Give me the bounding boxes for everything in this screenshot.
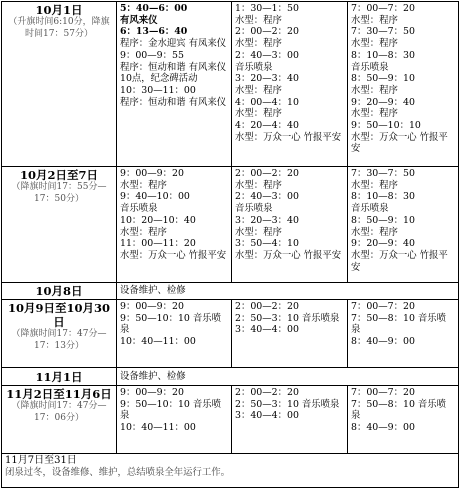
schedule-line: 水型：程序: [235, 179, 282, 191]
schedule-line: 水型：程序: [351, 226, 398, 238]
schedule-line: 2：50—3：10 音乐喷泉: [235, 312, 340, 324]
schedule-line: 水型：程序: [235, 14, 282, 26]
evening-cell: [348, 386, 459, 454]
maintenance-cell: 设备维护、检修: [117, 368, 459, 386]
schedule-line: 9：20—9：40: [351, 96, 415, 108]
schedule-line: 3：40—4：00: [235, 410, 299, 422]
schedule-line: 有风来仪: [120, 14, 158, 26]
date-note: （升旗时间6:10分，降旗时间17：57分）: [8, 17, 110, 39]
schedule-line: 水型：程序: [235, 226, 282, 238]
schedule-line: 水型：程序: [351, 38, 398, 50]
afternoon-cell: [232, 300, 348, 368]
schedule-line: 4：20—4：40: [235, 120, 299, 132]
schedule-line: 2：00—2：20: [235, 26, 299, 38]
date-title: 10月1日: [35, 3, 83, 17]
schedule-line: 7：00—7：20: [351, 301, 415, 312]
evening-cell: [348, 167, 459, 283]
schedule-line: 音乐喷泉: [120, 203, 158, 215]
date-cell: [2, 368, 117, 386]
schedule-line: 9：50—10：10: [351, 120, 421, 132]
schedule-line: 水型：万众一心 竹报平安: [120, 249, 227, 261]
winter-closure-cell: [2, 454, 459, 488]
schedule-line: 水型：程序: [120, 179, 167, 191]
date-title: 11月1日: [35, 369, 83, 384]
fountain-schedule-table: [1, 1, 459, 488]
schedule-line: 3：20—3：40: [235, 214, 299, 226]
schedule-line: 音乐喷泉: [235, 61, 273, 73]
date-cell: [2, 2, 117, 167]
afternoon-cell: [232, 386, 348, 454]
date-cell: [2, 283, 117, 300]
schedule-line: 程序：恒动和谐 有风来仪: [120, 61, 227, 73]
schedule-line: 9：20—9：40: [351, 238, 415, 250]
date-note: （降旗时间17：47分—17：06分）: [11, 401, 107, 423]
schedule-line: 水型：程序: [351, 14, 398, 26]
schedule-line: 2：50—3：10 音乐喷泉: [235, 398, 340, 410]
schedule-line: 水型：万众一心 竹报平安: [351, 131, 448, 155]
schedule-line: 4：00—4：10: [235, 96, 299, 108]
schedule-row-nov-7-31: [2, 454, 459, 488]
date-title: 10月9日至10月30日: [7, 301, 110, 329]
schedule-line: 水型：程序: [351, 84, 398, 96]
schedule-line: 水型：程序: [235, 108, 282, 120]
schedule-line: 水型：万众一心 竹报平安: [235, 249, 342, 261]
schedule-line: 水型：万众一心 竹报平安: [235, 131, 342, 143]
schedule-line: 10：20—10：40: [120, 214, 196, 226]
schedule-line: 9：50—10：10 音乐喷泉: [120, 312, 221, 336]
schedule-line: 7：30—7：50: [351, 168, 415, 179]
schedule-row-nov-1: [2, 368, 459, 386]
date-title: 10月2日至7日: [19, 168, 98, 182]
schedule-line: 水型：程序: [351, 108, 398, 120]
schedule-line: 9：00—9：20: [120, 301, 184, 312]
schedule-line: 7：00—7：20: [351, 3, 415, 14]
date-title: 11月2日至11月6日: [6, 387, 112, 401]
footer-title: 11月7日至31日: [5, 455, 77, 466]
date-cell: [2, 167, 117, 283]
schedule-line: 9：00—9：20: [120, 387, 184, 398]
schedule-line: 8：10—8：30: [351, 49, 415, 61]
schedule-line: 8：50—9：10: [351, 73, 415, 85]
date-note: （降旗时间17：55分—17：50分）: [11, 182, 107, 204]
schedule-line: 2：00—2：20: [235, 301, 299, 312]
schedule-line: 水型：程序: [235, 38, 282, 50]
afternoon-cell: [232, 2, 348, 167]
schedule-line: 3：40—4：00: [235, 324, 299, 336]
schedule-line: 音乐喷泉: [351, 203, 389, 215]
schedule-line: 9：00—9：55: [120, 49, 184, 61]
date-cell: [2, 300, 117, 368]
schedule-line: 1：30—1：50: [235, 3, 299, 14]
schedule-line: 11：00—11：20: [120, 238, 196, 250]
schedule-line: 10：30—11：00: [120, 84, 196, 96]
schedule-line: 程序：金水迎宾 有凤来仪: [120, 38, 227, 50]
schedule-line: 9：40—10：00: [120, 191, 190, 203]
date-cell: [2, 386, 117, 454]
schedule-line: 9：00—9：20: [120, 168, 184, 179]
schedule-line: 8：40—9：00: [351, 422, 415, 434]
evening-cell: [348, 300, 459, 368]
schedule-row-oct-8: [2, 283, 459, 300]
schedule-line: 7：50—8：10 音乐喷泉: [351, 398, 447, 422]
schedule-line: 10：40—11：00: [120, 422, 196, 434]
evening-cell: [348, 2, 459, 167]
schedule-line: 7：50—8：10 音乐喷泉: [351, 312, 447, 336]
schedule-line: 5：40—6：00: [120, 3, 188, 14]
morning-cell: [117, 300, 232, 368]
schedule-line: 音乐喷泉: [235, 203, 273, 215]
schedule-line: 2：00—2：20: [235, 168, 299, 179]
afternoon-cell: [232, 167, 348, 283]
schedule-row-oct-2-7: [2, 167, 459, 283]
schedule-line: 6：13—6：40: [120, 26, 188, 38]
schedule-line: 水型：万众一心 竹报平安: [351, 249, 448, 273]
footer-note: 闭泉过冬，设备维修、维护，总结喷泉全年运行工作。: [5, 466, 231, 478]
schedule-line: 8：50—9：10: [351, 214, 415, 226]
schedule-line: 10：40—11：00: [120, 336, 196, 348]
date-note: （降旗时间17：47分—17：13分）: [11, 329, 107, 351]
schedule-line: 3：20—3：40: [235, 73, 299, 85]
schedule-row-oct-9-30: [2, 300, 459, 368]
date-title: 10月8日: [35, 284, 83, 298]
schedule-line: 2：00—2：20: [235, 387, 299, 398]
schedule-row-oct-1: [2, 2, 459, 167]
schedule-line: 水型：程序: [120, 226, 167, 238]
morning-cell: [117, 167, 232, 283]
schedule-row-nov-2-6: [2, 386, 459, 454]
schedule-line: 7：30—7：50: [351, 26, 415, 38]
schedule-line: 8：40—9：00: [351, 336, 415, 348]
schedule-line: 10点，纪念碑活动: [120, 73, 198, 85]
morning-cell: [117, 386, 232, 454]
schedule-line: 7：00—7：20: [351, 387, 415, 398]
schedule-line: 音乐喷泉: [351, 61, 389, 73]
schedule-line: 3：50—4：10: [235, 238, 299, 250]
maintenance-cell: 设备维护、检修: [117, 283, 459, 300]
schedule-line: 9：50—10：10 音乐喷泉: [120, 398, 221, 422]
schedule-line: 8：10—8：30: [351, 191, 415, 203]
schedule-line: 2：40—3：00: [235, 49, 299, 61]
morning-cell: [117, 2, 232, 167]
schedule-line: 程序：恒动和谐 有风来仪: [120, 96, 227, 108]
schedule-line: 水型：程序: [235, 84, 282, 96]
schedule-line: 水型：程序: [351, 179, 398, 191]
schedule-line: 2：40—3：00: [235, 191, 299, 203]
